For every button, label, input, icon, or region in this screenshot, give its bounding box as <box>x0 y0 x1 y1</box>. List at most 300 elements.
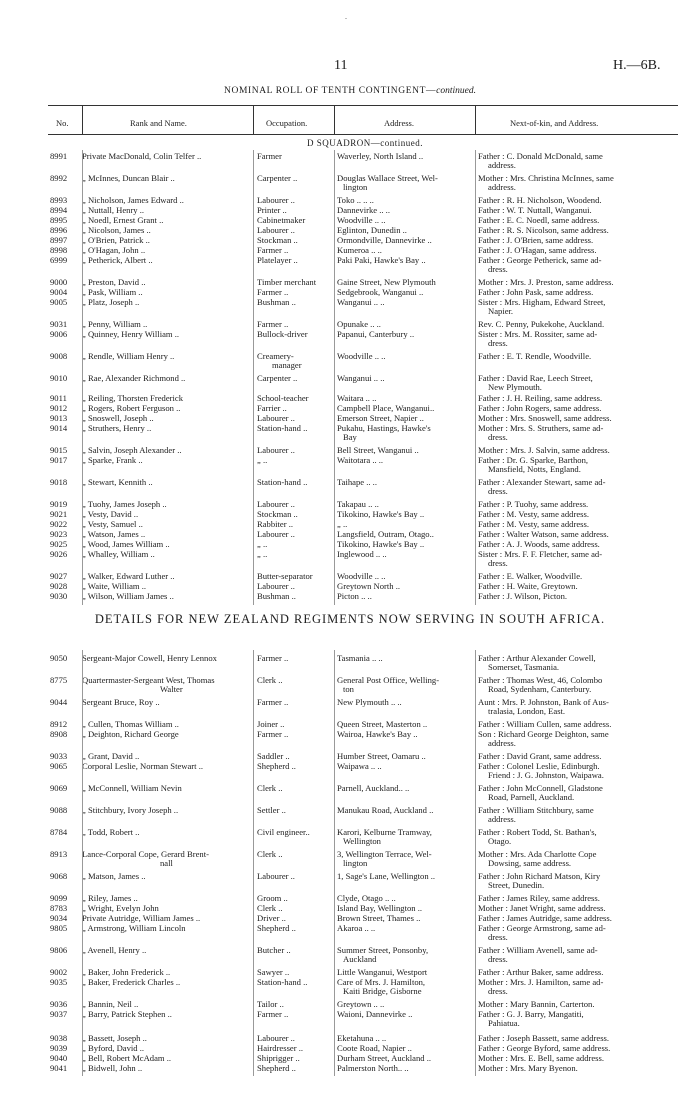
cell-number: 8783 <box>50 904 68 913</box>
cell-occupation: Groom .. <box>257 894 288 903</box>
cell-rank-name: „ Vesty, David .. <box>82 510 139 519</box>
table-row <box>50 784 680 804</box>
table-row <box>50 424 680 444</box>
cell-number: 9022 <box>50 520 68 529</box>
cell-number: 8995 <box>50 216 68 225</box>
cell-address-cont: Wellington <box>343 837 381 846</box>
cell-address-cont: Auckland <box>343 955 377 964</box>
cell-rank-name: „ Snoswell, Joseph .. <box>82 414 154 423</box>
cell-rank-name: Private MacDonald, Colin Telfer .. <box>82 152 202 161</box>
cell-number: 9014 <box>50 424 68 433</box>
cell-next-of-kin: Father : William Avenell, same ad- <box>478 946 598 955</box>
cell-occupation: Labourer .. <box>257 872 295 881</box>
cell-occupation: Sawyer .. <box>257 968 290 977</box>
table-row <box>50 872 680 892</box>
cell-occupation: „ .. <box>257 550 268 559</box>
cell-occupation: Platelayer .. <box>257 256 298 265</box>
cell-next-of-kin-cont: Pahiatua. <box>488 1019 520 1028</box>
cell-number: 9025 <box>50 540 68 549</box>
cell-rank-name: „ Byford, David .. <box>82 1044 145 1053</box>
cell-occupation: „ .. <box>257 456 268 465</box>
cell-number: 9069 <box>50 784 68 793</box>
section-subhead <box>50 138 680 148</box>
cell-rank-name: „ Rendle, William Henry .. <box>82 352 175 361</box>
cell-address: Waipawa .. .. <box>337 762 382 771</box>
title-main: NOMINAL ROLL OF TENTH CONTINGENT— <box>224 86 437 96</box>
cell-address: Pukahu, Hastings, Hawke's <box>337 424 431 433</box>
cell-rank-name: „ Bell, Robert McAdam .. <box>82 1054 172 1063</box>
cell-address: Wanganui .. .. <box>337 374 385 383</box>
cell-rank-name: „ Bidwell, John .. <box>82 1064 143 1073</box>
cell-occupation: Carpenter .. <box>257 174 298 183</box>
cell-next-of-kin: Mother : Mrs. E. Bell, same address. <box>478 1054 605 1063</box>
cell-occupation: Bullock-driver <box>257 330 308 339</box>
cell-next-of-kin: Father : M. Vesty, same address. <box>478 510 589 519</box>
cell-occupation: Stockman .. <box>257 236 298 245</box>
cell-number: 9028 <box>50 582 68 591</box>
cell-occupation: Station-hand .. <box>257 478 308 487</box>
table-row <box>50 946 680 966</box>
table-row <box>50 762 680 782</box>
cell-occupation: Farrier .. <box>257 404 287 413</box>
cell-number: 9008 <box>50 352 68 361</box>
cell-occupation: Joiner .. <box>257 720 285 729</box>
cell-occupation: Butter-separator <box>257 572 313 581</box>
cell-occupation: Timber merchant <box>257 278 317 287</box>
table-row <box>50 850 680 870</box>
cell-next-of-kin: Mother : Mary Bannin, Carterton. <box>478 1000 595 1009</box>
table-row <box>50 174 680 194</box>
col-sep-2 <box>253 105 254 134</box>
cell-next-of-kin-cont: dress. <box>488 339 508 348</box>
cell-occupation: Settler .. <box>257 806 286 815</box>
cell-occupation: Farmer .. <box>257 246 289 255</box>
cell-address: Campbell Place, Wanganui.. <box>337 404 435 413</box>
cell-occupation: Clerk .. <box>257 850 283 859</box>
cell-address: Woodville .. .. <box>337 352 386 361</box>
cell-address: Clyde, Otago .. .. <box>337 894 396 903</box>
cell-next-of-kin: Father : E. T. Rendle, Woodville. <box>478 352 592 361</box>
cell-occupation: Farmer .. <box>257 1010 289 1019</box>
cell-number: 8913 <box>50 850 68 859</box>
cell-occupation: Farmer .. <box>257 698 289 707</box>
cell-rank-name-cont: Walter <box>160 685 183 694</box>
cell-next-of-kin: Father : George Petherick, same ad- <box>478 256 602 265</box>
cell-rank-name: „ Cullen, Thomas William .. <box>82 720 179 729</box>
col-header-next-of-kin: Next-of-kin, and Address. <box>510 118 599 128</box>
table-row <box>50 256 680 276</box>
cell-number: 9000 <box>50 278 68 287</box>
table-row <box>50 330 680 350</box>
cell-occupation: Labourer .. <box>257 414 295 423</box>
cell-next-of-kin: Sister : Mrs. F. F. Fletcher, same ad- <box>478 550 603 559</box>
cell-next-of-kin-cont: dress. <box>488 265 508 274</box>
cell-rank-name: „ Salvin, Joseph Alexander .. <box>82 446 182 455</box>
cell-rank-name: „ Walker, Edward Luther .. <box>82 572 175 581</box>
table-row <box>50 730 680 750</box>
cell-number: 9019 <box>50 500 68 509</box>
cell-rank-name: „ Grant, David .. <box>82 752 140 761</box>
cell-number: 9034 <box>50 914 68 923</box>
cell-address: Greytown North .. <box>337 582 401 591</box>
cell-rank-name: Corporal Leslie, Norman Stewart .. <box>82 762 203 771</box>
cell-number: 8997 <box>50 236 68 245</box>
cell-number: 8992 <box>50 174 68 183</box>
cell-rank-name: „ Preston, David .. <box>82 278 146 287</box>
cell-address: General Post Office, Welling- <box>337 676 440 685</box>
cell-rank-name: „ Wilson, William James .. <box>82 592 174 601</box>
header-rule-top <box>48 105 678 106</box>
cell-occupation: Civil engineer.. <box>257 828 310 837</box>
cell-address: Wanganui .. .. <box>337 298 385 307</box>
cell-number: 9017 <box>50 456 68 465</box>
cell-rank-name: „ Deighton, Richard George <box>82 730 179 739</box>
cell-next-of-kin: Father : John Rogers, same address. <box>478 404 602 413</box>
table-row <box>50 654 680 674</box>
cell-address: Summer Street, Ponsonby, <box>337 946 429 955</box>
cell-address: Douglas Wallace Street, Wel- <box>337 174 438 183</box>
cell-next-of-kin: Father : J. H. Reiling, same address. <box>478 394 603 403</box>
cell-address: Paki Paki, Hawke's Bay .. <box>337 256 426 265</box>
cell-next-of-kin-cont: Napier. <box>488 307 514 316</box>
cell-next-of-kin: Father : W. T. Nuttall, Wanganui. <box>478 206 592 215</box>
cell-address: Toko .. .. .. <box>337 196 374 205</box>
cell-number: 9006 <box>50 330 68 339</box>
cell-number: 9037 <box>50 1010 68 1019</box>
cell-rank-name: „ Rogers, Robert Ferguson .. <box>82 404 181 413</box>
d-squadron-col-rule <box>253 150 254 605</box>
cell-number: 9021 <box>50 510 68 519</box>
cell-next-of-kin-cont: Mansfield, Notts, England. <box>488 465 581 474</box>
cell-occupation: Bushman .. <box>257 298 296 307</box>
cell-rank-name: „ Pask, William .. <box>82 288 143 297</box>
cell-occupation: Clerk .. <box>257 784 283 793</box>
d-squadron-col-rule <box>475 150 476 605</box>
title-continued: continued. <box>436 86 476 96</box>
cell-occupation: Labourer .. <box>257 530 295 539</box>
cell-occupation: Farmer .. <box>257 730 289 739</box>
cell-number: 9040 <box>50 1054 68 1063</box>
cell-address: Tasmania .. .. <box>337 654 383 663</box>
cell-rank-name: „ McConnell, William Nevin <box>82 784 182 793</box>
cell-address: Parnell, Auckland.. .. <box>337 784 410 793</box>
cell-address: Takapau .. .. <box>337 500 379 509</box>
cell-number: 9010 <box>50 374 68 383</box>
cell-next-of-kin-cont: address. <box>488 815 516 824</box>
cell-next-of-kin: Father : James Riley, same address. <box>478 894 600 903</box>
cell-next-of-kin: Father : Walter Watson, same address. <box>478 530 609 539</box>
cell-next-of-kin: Father : Colonel Leslie, Edinburgh. <box>478 762 600 771</box>
cell-address: Island Bay, Wellington .. <box>337 904 422 913</box>
cell-occupation: Labourer .. <box>257 226 295 235</box>
cell-address: Gaine Street, New Plymouth <box>337 278 436 287</box>
table-row <box>50 298 680 318</box>
table-row <box>50 456 680 476</box>
cell-rank-name: „ Penny, William .. <box>82 320 148 329</box>
south-africa-col-rule <box>253 650 254 1076</box>
cell-next-of-kin: Father : Joseph Bassett, same address. <box>478 1034 610 1043</box>
cell-address: Coote Road, Napier .. <box>337 1044 412 1053</box>
cell-next-of-kin: Rev. C. Penny, Pukekohe, Auckland. <box>478 320 605 329</box>
cell-address: Little Wanganui, Westport <box>337 968 428 977</box>
cell-occupation: Station-hand .. <box>257 978 308 987</box>
cell-number: 8775 <box>50 676 68 685</box>
cell-address: Humber Street, Oamaru .. <box>337 752 426 761</box>
cell-next-of-kin-cont: dress. <box>488 433 508 442</box>
table-row <box>50 550 680 570</box>
col-header-no: No. <box>56 118 69 128</box>
cell-number: 8908 <box>50 730 68 739</box>
table-row <box>50 152 680 172</box>
table-row <box>50 698 680 718</box>
cell-next-of-kin: Father : E. Walker, Woodville. <box>478 572 583 581</box>
cell-address: Durham Street, Auckland .. <box>337 1054 432 1063</box>
col-sep-4 <box>475 105 476 134</box>
cell-number: 9011 <box>50 394 67 403</box>
cell-rank-name-cont: nall <box>160 859 173 868</box>
cell-rank-name: „ Nicolson, James .. <box>82 226 151 235</box>
cell-number: 9099 <box>50 894 68 903</box>
cell-rank-name: „ Vesty, Samuel .. <box>82 520 143 529</box>
cell-next-of-kin-cont: Friend : J. G. Johnston, Waipawa. <box>488 771 604 780</box>
cell-occupation: Driver .. <box>257 914 286 923</box>
cell-address: New Plymouth .. .. <box>337 698 402 707</box>
cell-next-of-kin: Sister : Mrs. Higham, Edward Street, <box>478 298 606 307</box>
col-header-rank-name: Rank and Name. <box>130 118 187 128</box>
cell-address-cont: lington <box>343 183 368 192</box>
cell-number: 9041 <box>50 1064 68 1073</box>
cell-occupation: Saddler .. <box>257 752 290 761</box>
col-sep-1 <box>82 105 83 134</box>
cell-number: 9068 <box>50 872 68 881</box>
cell-rank-name: „ Barry, Patrick Stephen .. <box>82 1010 172 1019</box>
cell-next-of-kin-cont: Road, Parnell, Auckland. <box>488 793 575 802</box>
table-row <box>50 806 680 826</box>
d-squadron-col-rule <box>82 150 83 605</box>
cell-next-of-kin-cont: dress. <box>488 955 508 964</box>
cell-number: 8784 <box>50 828 68 837</box>
cell-number: 9026 <box>50 550 68 559</box>
cell-occupation: Tailor .. <box>257 1000 284 1009</box>
cell-address: Waioni, Dannevirke .. <box>337 1010 413 1019</box>
table-row <box>50 1064 680 1084</box>
cell-address: Kumeroa .. .. <box>337 246 382 255</box>
cell-number: 9002 <box>50 968 68 977</box>
cell-rank-name: „ Baker, John Frederick .. <box>82 968 171 977</box>
cell-number: 9805 <box>50 924 68 933</box>
cell-next-of-kin: Father : Thomas West, 46, Colombo <box>478 676 603 685</box>
cell-rank-name: „ Armstrong, William Lincoln <box>82 924 186 933</box>
table-row <box>50 352 680 372</box>
cell-occupation: Labourer .. <box>257 446 295 455</box>
cell-next-of-kin: Father : Arthur Baker, same address. <box>478 968 604 977</box>
cell-rank-name: Lance-Corporal Cope, Gerard Brent- <box>82 850 209 859</box>
cell-next-of-kin: Mother : Janet Wright, same address. <box>478 904 606 913</box>
cell-rank-name: „ Nicholson, James Edward .. <box>82 196 184 205</box>
cell-address: Waverley, North Island .. <box>337 152 424 161</box>
cell-address: 1, Sage's Lane, Wellington .. <box>337 872 436 881</box>
cell-rank-name: „ Platz, Joseph .. <box>82 298 140 307</box>
cell-rank-name: „ Riley, James .. <box>82 894 138 903</box>
cell-address: Ormondville, Dannevirke .. <box>337 236 432 245</box>
cell-next-of-kin: Father : A. J. Woods, same address. <box>478 540 600 549</box>
cell-address: Inglewood .. .. <box>337 550 387 559</box>
cell-occupation: Hairdresser .. <box>257 1044 304 1053</box>
cell-next-of-kin: Mother : Mrs. S. Struthers, same ad- <box>478 424 604 433</box>
south-africa-col-rule <box>82 650 83 1076</box>
cell-next-of-kin: Father : Alexander Stewart, same ad- <box>478 478 606 487</box>
cell-occupation: Clerk .. <box>257 676 283 685</box>
cell-rank-name: „ Matson, James .. <box>82 872 146 881</box>
cell-next-of-kin: Father : James Autridge, same address. <box>478 914 612 923</box>
cell-number: 8998 <box>50 246 68 255</box>
cell-rank-name: „ O'Brien, Patrick .. <box>82 236 150 245</box>
cell-address: Waitara .. .. <box>337 394 377 403</box>
cell-occupation: Shepherd .. <box>257 1064 296 1073</box>
table-row <box>50 1010 680 1030</box>
cell-next-of-kin: Father : R. H. Nicholson, Woodend. <box>478 196 602 205</box>
cell-occupation: Farmer .. <box>257 320 289 329</box>
cell-number: 9036 <box>50 1000 68 1009</box>
cell-address: Brown Street, Thames .. <box>337 914 421 923</box>
cell-next-of-kin: Father : John Richard Matson, Kiry <box>478 872 601 881</box>
cell-number: 9065 <box>50 762 68 771</box>
cell-next-of-kin: Mother : Mrs. J. Preston, same address. <box>478 278 614 287</box>
cell-next-of-kin: Father : Dr. G. Sparke, Barthon, <box>478 456 589 465</box>
table-row <box>50 374 680 394</box>
cell-address: Woodville .. .. <box>337 572 386 581</box>
page-number: 11 <box>334 58 348 73</box>
cell-next-of-kin: Father : William Stitchbury, same <box>478 806 594 815</box>
cell-rank-name: „ McInnes, Duncan Blair .. <box>82 174 175 183</box>
cell-address: Karori, Kelburne Tramway, <box>337 828 432 837</box>
cell-number: 9035 <box>50 978 68 987</box>
cell-occupation: Carpenter .. <box>257 374 298 383</box>
cell-occupation: Butcher .. <box>257 946 291 955</box>
cell-next-of-kin-cont: dress. <box>488 987 508 996</box>
cell-number: 9027 <box>50 572 68 581</box>
cell-number: 9012 <box>50 404 68 413</box>
cell-next-of-kin: Father : M. Vesty, same address. <box>478 520 589 529</box>
cell-next-of-kin: Father : George Byford, same address. <box>478 1044 611 1053</box>
cell-next-of-kin-cont: dress. <box>488 559 508 568</box>
cell-next-of-kin: Father : David Grant, same address. <box>478 752 602 761</box>
cell-occupation: School-teacher <box>257 394 309 403</box>
cell-number: 8996 <box>50 226 68 235</box>
cell-number: 9038 <box>50 1034 68 1043</box>
cell-next-of-kin-cont: Somerset, Tasmania. <box>488 663 560 672</box>
cell-next-of-kin: Father : C. Donald McDonald, same <box>478 152 603 161</box>
cell-number: 6999 <box>50 256 68 265</box>
table-row <box>50 924 680 944</box>
cell-occupation: Farmer .. <box>257 654 289 663</box>
cell-rank-name: „ Noedl, Ernest Grant .. <box>82 216 164 225</box>
cell-address: Woodville .. .. <box>337 216 386 225</box>
cell-occupation: Creamery- <box>257 352 294 361</box>
cell-rank-name: „ Whalley, William .. <box>82 550 155 559</box>
cell-occupation: Shepherd .. <box>257 924 296 933</box>
cell-next-of-kin-cont: address. <box>488 739 516 748</box>
cell-next-of-kin: Mother : Mrs. Christina McInnes, same <box>478 174 614 183</box>
cell-next-of-kin-cont: dress. <box>488 487 508 496</box>
col-sep-3 <box>334 105 335 134</box>
cell-address: Eketahuna .. .. <box>337 1034 387 1043</box>
table-row <box>50 978 680 998</box>
cell-address: Waitotara .. .. <box>337 456 384 465</box>
cell-occupation: Bushman .. <box>257 592 296 601</box>
cell-next-of-kin: Aunt : Mrs. P. Johnston, Bank of Aus- <box>478 698 609 707</box>
cell-number: 9033 <box>50 752 68 761</box>
cell-number: 9806 <box>50 946 68 955</box>
cell-number: 9050 <box>50 654 68 663</box>
cell-next-of-kin-cont: Road, Sydenham, Canterbury. <box>488 685 592 694</box>
cell-next-of-kin: Father : H. Waite, Greytown. <box>478 582 578 591</box>
table-row <box>50 478 680 498</box>
cell-next-of-kin: Father : Arthur Alexander Cowell, <box>478 654 596 663</box>
cell-occupation: Station-hand .. <box>257 424 308 433</box>
cell-address: Papanui, Canterbury .. <box>337 330 415 339</box>
cell-address: Tikokino, Hawke's Bay .. <box>337 510 425 519</box>
cell-address: Wairoa, Hawke's Bay .. <box>337 730 418 739</box>
south-africa-col-rule <box>334 650 335 1076</box>
cell-address: Picton .. .. <box>337 592 372 601</box>
cell-rank-name: „ Tuohy, James Joseph .. <box>82 500 167 509</box>
cell-occupation: „ .. <box>257 540 268 549</box>
cell-rank-name: „ Struthers, Henry .. <box>82 424 152 433</box>
cell-occupation: Farmer .. <box>257 288 289 297</box>
cell-next-of-kin: Father : G. J. Barry, Mangatiti, <box>478 1010 584 1019</box>
cell-occupation: Rabbiter .. <box>257 520 294 529</box>
cell-rank-name: „ Stewart, Kennith .. <box>82 478 153 487</box>
cell-address-cont: ton <box>343 685 354 694</box>
cell-address: 3, Wellington Terrace, Wel- <box>337 850 432 859</box>
cell-address: Queen Street, Masterton .. <box>337 720 428 729</box>
d-squadron-col-rule <box>334 150 335 605</box>
cell-address: Opunake .. .. <box>337 320 381 329</box>
cell-address: Tikokino, Hawke's Bay .. <box>337 540 425 549</box>
header-rule-bottom <box>48 134 678 135</box>
cell-address-cont: Kaiti Bridge, Gisborne <box>343 987 422 996</box>
cell-address: Greytown .. .. <box>337 1000 385 1009</box>
cell-next-of-kin-cont: Dowsing, same address. <box>488 859 572 868</box>
cell-number: 8991 <box>50 152 68 161</box>
cell-address-cont: lington <box>343 859 368 868</box>
cell-next-of-kin: Father : E. C. Noedl, same address. <box>478 216 600 225</box>
cell-number: 9031 <box>50 320 68 329</box>
cell-number: 9013 <box>50 414 68 423</box>
cell-number: 9088 <box>50 806 68 815</box>
cell-occupation: Labourer .. <box>257 500 295 509</box>
cell-rank-name: „ Nuttall, Henry .. <box>82 206 145 215</box>
cell-occupation: Printer .. <box>257 206 287 215</box>
cell-next-of-kin: Father : David Rae, Leech Street, <box>478 374 593 383</box>
cell-occupation: Labourer .. <box>257 1034 295 1043</box>
cell-address: Akaroa .. .. <box>337 924 376 933</box>
table-row <box>50 592 680 612</box>
cell-number: 9005 <box>50 298 68 307</box>
section-title-south-africa: DETAILS FOR NEW ZEALAND REGIMENTS NOW SERVING IN SOUTH AFRICA. <box>94 612 606 626</box>
cell-address: Dannevirke .. .. <box>337 206 390 215</box>
cell-next-of-kin: Father : George Armstrong, same ad- <box>478 924 606 933</box>
col-header-occupation: Occupation. <box>266 118 308 128</box>
cell-occupation: Cabinetmaker <box>257 216 306 225</box>
south-africa-col-rule <box>475 650 476 1076</box>
cell-next-of-kin-cont: tralasia, London, East. <box>488 707 566 716</box>
cell-number: 9018 <box>50 478 68 487</box>
cell-next-of-kin: Son : Richard George Deighton, same <box>478 730 609 739</box>
cell-next-of-kin-cont: address. <box>488 161 516 170</box>
cell-rank-name: Quartermaster-Sergeant West, Thomas <box>82 676 215 685</box>
